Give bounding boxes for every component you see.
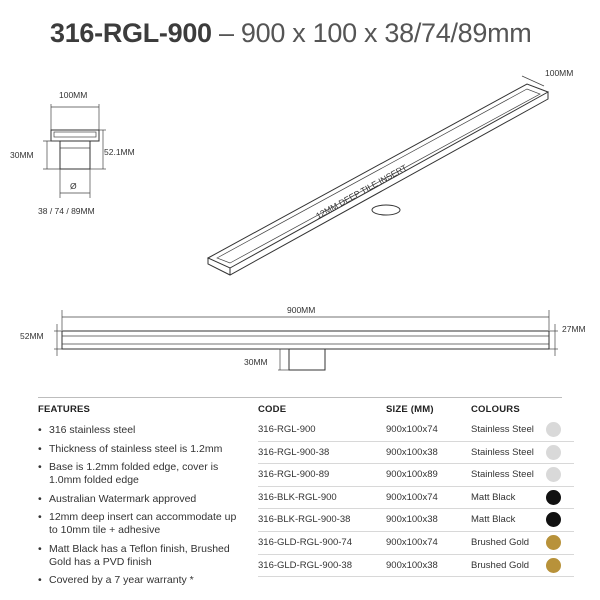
feature-item: • Covered by a 7 year warranty * <box>38 574 243 587</box>
product-colour: Matt Black <box>471 491 516 503</box>
product-table <box>258 419 574 577</box>
label-length: 900MM <box>287 305 316 315</box>
label-diameter: Ø <box>70 181 77 191</box>
product-size: 900x100x74 <box>386 536 438 548</box>
section-divider <box>38 397 562 398</box>
product-code: 316-GLD-RGL-900-74 <box>258 536 352 548</box>
product-size: 900x100x74 <box>386 491 438 503</box>
colour-swatch <box>546 467 561 482</box>
isometric-view <box>208 68 573 275</box>
label-top-width: 100MM <box>59 90 88 100</box>
colour-swatch <box>546 422 561 437</box>
label-outlet-sizes: 38 / 74 / 89MM <box>38 206 95 216</box>
table-row <box>258 419 574 442</box>
channel-elevation <box>62 331 549 349</box>
colour-swatch <box>546 512 561 527</box>
product-colour: Stainless Steel <box>471 424 534 435</box>
label-height-channel: 27MM <box>562 324 586 334</box>
product-colour: Matt Black <box>471 514 516 526</box>
product-code-title: 316-RGL-900 <box>50 18 212 48</box>
colour-swatch <box>546 535 561 550</box>
product-dimensions-title: 900 x 100 x 38/74/89mm <box>240 18 532 48</box>
iso-outlet <box>372 205 400 215</box>
product-size: 900x100x89 <box>386 469 438 481</box>
colours-header: COLOURS <box>471 404 520 415</box>
product-code: 316-RGL-900-38 <box>258 446 330 458</box>
table-row <box>258 532 574 555</box>
code-header: CODE <box>258 404 287 415</box>
feature-item: • Base is 1.2mm folded edge, cover is 1.0mm folded edge <box>38 461 243 487</box>
product-colour: Stainless Steel <box>471 469 534 481</box>
table-row <box>258 442 574 465</box>
insert-section <box>54 132 96 137</box>
label-insert-text: 12MM DEEP TILE INSERT <box>314 162 409 221</box>
product-size: 900x100x38 <box>386 514 438 526</box>
feature-item: • Australian Watermark approved <box>38 493 243 506</box>
side-elevation-view <box>20 305 586 370</box>
label-height-total: 52MM <box>20 331 44 341</box>
product-code: 316-GLD-RGL-900-38 <box>258 559 352 571</box>
feature-item: • Matt Black has a Teflon finish, Brushed Gold has a PVD finish <box>38 543 243 569</box>
feature-item: • Thickness of stainless steel is 1.2mm <box>38 443 243 456</box>
feature-item: • 316 stainless steel <box>38 424 243 437</box>
outlet-section <box>60 141 90 169</box>
product-size: 900x100x38 <box>386 559 438 571</box>
outlet-elevation <box>289 349 325 370</box>
product-colour: Brushed Gold <box>471 559 530 571</box>
table-row <box>258 487 574 510</box>
label-side-height-right: 52.1MM <box>104 147 135 157</box>
table-row <box>258 464 574 487</box>
features-list <box>38 424 243 593</box>
title-separator: – <box>218 18 234 48</box>
table-row <box>258 509 574 532</box>
colour-swatch <box>546 445 561 460</box>
feature-item: • 12mm deep insert can accommodate up to 10mm tile + adhesive <box>38 511 243 537</box>
features-header: FEATURES <box>38 404 91 415</box>
product-code: 316-BLK-RGL-900-38 <box>258 514 351 526</box>
product-size: 900x100x74 <box>386 424 438 435</box>
product-size: 900x100x38 <box>386 446 438 458</box>
product-colour: Brushed Gold <box>471 536 530 548</box>
product-code: 316-RGL-900 <box>258 424 316 435</box>
label-iso-width: 100MM <box>545 68 574 78</box>
cross-section-view <box>10 90 135 216</box>
product-code: 316-RGL-900-89 <box>258 469 330 481</box>
table-row <box>258 555 574 578</box>
colour-swatch <box>546 558 561 573</box>
product-code: 316-BLK-RGL-900 <box>258 491 337 503</box>
channel-section <box>51 130 99 141</box>
colour-swatch <box>546 490 561 505</box>
label-outlet-height: 30MM <box>244 357 268 367</box>
size-header: SIZE (MM) <box>386 404 434 415</box>
label-side-height-left: 30MM <box>10 150 34 160</box>
product-colour: Stainless Steel <box>471 446 534 458</box>
